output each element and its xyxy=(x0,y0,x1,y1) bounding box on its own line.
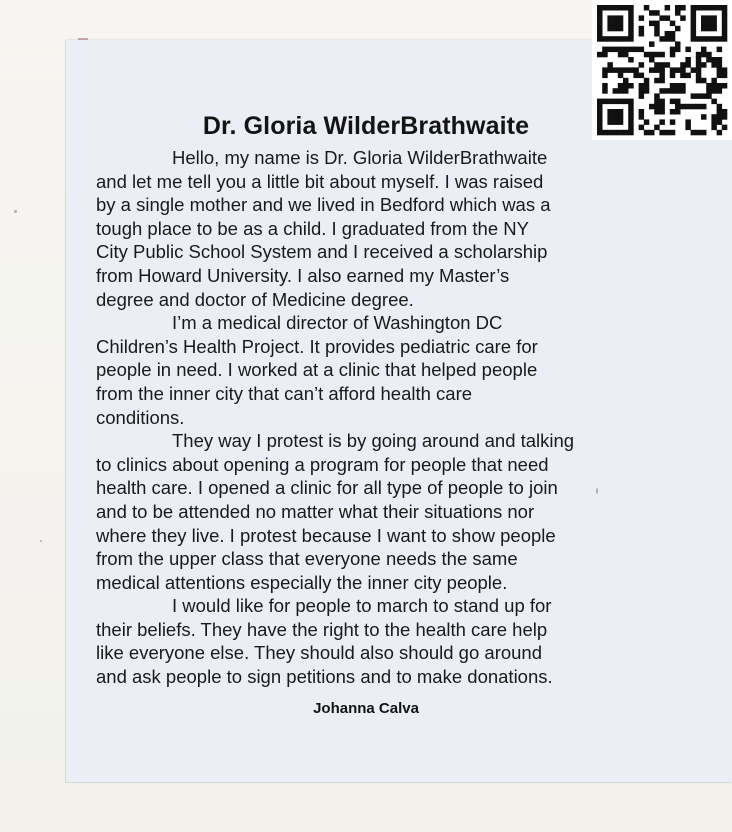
qr-module xyxy=(654,78,660,84)
qr-module xyxy=(717,67,723,73)
text-line: from Howard University. I also earned my Master’s xyxy=(96,264,510,286)
qr-module xyxy=(649,104,655,110)
qr-module xyxy=(639,62,645,67)
qr-module xyxy=(711,88,717,94)
qr-module xyxy=(649,21,655,27)
qr-module xyxy=(706,15,712,21)
text-line: I’m a medical director of Washington DC xyxy=(172,312,503,334)
text-line: from the inner city that can’t afford health care xyxy=(96,382,473,404)
text-line: people in need. I worked at a clinic that helped people xyxy=(96,359,538,381)
qr-module xyxy=(685,104,691,110)
qr-module xyxy=(701,47,707,53)
qr-module xyxy=(706,93,712,99)
qr-module xyxy=(623,47,629,53)
qr-module xyxy=(649,67,655,73)
qr-module xyxy=(613,67,619,73)
paragraph-1 xyxy=(96,146,656,311)
qr-module xyxy=(691,93,697,99)
qr-module xyxy=(717,119,723,125)
qr-module xyxy=(628,5,634,11)
text-line: to clinics about opening a program for people that need xyxy=(96,453,549,475)
qr-module xyxy=(607,15,613,21)
qr-module xyxy=(597,36,603,42)
qr-module xyxy=(706,5,712,11)
qr-module xyxy=(675,99,681,105)
qr-module xyxy=(691,26,697,32)
qr-module xyxy=(685,125,691,131)
qr-module xyxy=(654,99,660,105)
qr-module xyxy=(597,21,603,27)
qr-module xyxy=(670,88,676,94)
qr-module xyxy=(628,83,634,89)
qr-module xyxy=(602,67,608,73)
qr-module xyxy=(680,15,686,21)
qr-module xyxy=(717,109,723,115)
qr-module xyxy=(670,52,676,58)
qr-module xyxy=(618,67,624,73)
qr-module xyxy=(602,83,608,89)
qr-module xyxy=(602,99,608,105)
qr-module xyxy=(711,62,717,67)
dust-speck xyxy=(14,210,17,213)
qr-module xyxy=(602,52,608,58)
qr-module xyxy=(717,47,723,53)
qr-module xyxy=(722,15,728,21)
text-line: medical attentions especially the inner city people. xyxy=(96,571,508,593)
qr-module xyxy=(602,73,608,79)
qr-module xyxy=(597,10,603,16)
dust-speck xyxy=(40,540,42,542)
qr-module xyxy=(659,73,665,79)
qr-module xyxy=(607,67,613,73)
qr-module xyxy=(597,52,603,58)
qr-module xyxy=(722,10,728,16)
qr-module xyxy=(628,31,634,37)
qr-module xyxy=(607,5,613,11)
qr-module xyxy=(722,21,728,27)
qr-module xyxy=(628,36,634,42)
qr-module xyxy=(675,83,681,89)
text-line: and let me tell you a little bit about myself. I was raised xyxy=(96,170,544,192)
qr-module xyxy=(670,47,676,53)
qr-module xyxy=(706,88,712,94)
qr-module xyxy=(613,5,619,11)
qr-module xyxy=(639,88,645,94)
qr-module xyxy=(711,57,717,63)
qr-module xyxy=(613,47,619,53)
qr-module xyxy=(607,21,613,27)
qr-module xyxy=(639,26,645,32)
qr-module xyxy=(659,62,665,67)
qr-module xyxy=(618,73,624,79)
qr-module xyxy=(628,26,634,32)
qr-module xyxy=(613,26,619,32)
qr-module xyxy=(618,15,624,21)
qr-module xyxy=(717,62,723,67)
qr-module xyxy=(696,104,702,110)
qr-module xyxy=(696,57,702,63)
qr-module xyxy=(670,109,676,115)
qr-module xyxy=(706,83,712,89)
qr-module xyxy=(639,31,645,37)
qr-module xyxy=(618,52,624,58)
qr-module xyxy=(659,78,665,84)
qr-module xyxy=(665,88,671,94)
qr-module xyxy=(717,36,723,42)
qr-module xyxy=(670,83,676,89)
qr-module xyxy=(607,26,613,32)
qr-module xyxy=(670,21,676,27)
qr-module xyxy=(706,21,712,27)
qr-module xyxy=(717,130,723,136)
qr-module xyxy=(675,104,681,110)
qr-module xyxy=(701,114,707,120)
qr-module xyxy=(644,78,650,84)
text-line: from the upper class that everyone needs the same xyxy=(96,548,518,570)
qr-module xyxy=(706,52,712,58)
qr-module xyxy=(691,36,697,42)
qr-module xyxy=(696,130,702,136)
qr-module xyxy=(691,21,697,27)
qr-module xyxy=(691,67,697,73)
qr-module xyxy=(711,119,717,125)
qr-module xyxy=(670,36,676,42)
text-line: and ask people to sign petitions and to make donations. xyxy=(96,666,553,688)
qr-module xyxy=(659,52,665,58)
qr-module xyxy=(665,62,671,67)
qr-module xyxy=(665,31,671,37)
document-title: Dr. Gloria WilderBrathwaite xyxy=(202,112,530,140)
qr-module xyxy=(717,57,723,63)
qr-module xyxy=(659,104,665,110)
qr-module xyxy=(670,119,676,125)
qr-module xyxy=(675,109,681,115)
qr-module xyxy=(722,73,728,79)
qr-module xyxy=(701,104,707,110)
author-name: Johanna Calva xyxy=(313,700,419,717)
qr-module xyxy=(607,99,613,105)
qr-module xyxy=(654,21,660,27)
qr-module xyxy=(633,73,639,79)
qr-module xyxy=(644,5,650,11)
text-line: by a single mother and we lived in Bedford which was a xyxy=(96,194,551,216)
qr-module xyxy=(670,130,676,136)
qr-module xyxy=(701,52,707,58)
qr-module xyxy=(613,36,619,42)
qr-module xyxy=(680,62,686,67)
dust-speck xyxy=(596,488,598,494)
paragraph-4 xyxy=(96,594,656,688)
paragraph-3 xyxy=(96,429,656,594)
qr-module xyxy=(701,21,707,27)
qr-module xyxy=(722,5,728,11)
qr-module xyxy=(722,36,728,42)
qr-module xyxy=(607,47,613,53)
qr-module xyxy=(696,73,702,79)
qr-module xyxy=(706,36,712,42)
qr-module xyxy=(597,5,603,11)
qr-module xyxy=(685,73,691,79)
qr-module xyxy=(665,15,671,21)
text-line: like everyone else. They should also should go around xyxy=(96,642,543,664)
qr-module xyxy=(685,62,691,67)
qr-module xyxy=(633,67,639,73)
qr-module xyxy=(597,31,603,37)
qr-module xyxy=(659,36,665,42)
qr-module xyxy=(696,93,702,99)
qr-module xyxy=(602,47,608,53)
qr-module xyxy=(644,88,650,94)
qr-module xyxy=(654,52,660,58)
qr-module xyxy=(670,99,676,105)
qr-module xyxy=(618,88,624,94)
qr-module xyxy=(618,26,624,32)
qr-module xyxy=(717,83,723,89)
qr-module xyxy=(696,36,702,42)
qr-module xyxy=(701,5,707,11)
qr-module xyxy=(701,78,707,84)
qr-module xyxy=(717,73,723,79)
text-line: They way I protest is by going around and talking xyxy=(172,430,575,452)
qr-module xyxy=(654,26,660,32)
qr-module xyxy=(706,26,712,32)
qr-module xyxy=(722,31,728,37)
qr-module xyxy=(675,88,681,94)
qr-module xyxy=(711,5,717,11)
qr-module xyxy=(722,109,728,115)
qr-module xyxy=(696,67,702,73)
qr-module xyxy=(691,10,697,16)
qr-module xyxy=(680,88,686,94)
qr-module xyxy=(602,88,608,94)
qr-module xyxy=(670,73,676,79)
qr-module xyxy=(675,26,681,32)
qr-module xyxy=(670,67,676,73)
qr-module xyxy=(701,26,707,32)
qr-module xyxy=(680,5,686,11)
qr-module xyxy=(597,104,603,110)
qr-module xyxy=(685,47,691,53)
text-line: conditions. xyxy=(96,406,185,428)
qr-module xyxy=(711,99,717,105)
qr-module xyxy=(618,47,624,53)
qr-module xyxy=(722,114,728,120)
qr-module xyxy=(618,99,624,105)
qr-module xyxy=(623,36,629,42)
text-line: tough place to be as a child. I graduated from the NY xyxy=(96,217,529,239)
qr-module xyxy=(623,78,629,84)
qr-module xyxy=(628,104,634,110)
qr-module xyxy=(665,5,671,11)
qr-module xyxy=(623,52,629,58)
text-line: and to be attended no matter what their situations nor xyxy=(96,500,535,522)
qr-module xyxy=(623,88,629,94)
qr-module xyxy=(633,47,639,53)
qr-module xyxy=(654,104,660,110)
qr-module xyxy=(711,15,717,21)
qr-module xyxy=(696,78,702,84)
qr-module xyxy=(618,36,624,42)
qr-module xyxy=(670,31,676,37)
qr-module xyxy=(711,21,717,27)
qr-module xyxy=(675,10,681,16)
qr-module xyxy=(649,57,655,63)
qr-module xyxy=(639,93,645,99)
qr-module xyxy=(618,5,624,11)
text-line: degree and doctor of Medicine degree. xyxy=(96,288,414,310)
qr-module xyxy=(701,130,707,136)
qr-module xyxy=(628,10,634,16)
qr-module xyxy=(701,36,707,42)
qr-module xyxy=(722,83,728,89)
qr-module xyxy=(623,67,629,73)
qr-module xyxy=(628,57,634,63)
qr-module xyxy=(639,15,645,21)
qr-module xyxy=(675,41,681,47)
qr-module xyxy=(628,67,634,73)
qr-module xyxy=(722,125,728,131)
qr-module xyxy=(613,88,619,94)
qr-module xyxy=(711,26,717,32)
qr-module xyxy=(691,130,697,136)
qr-module xyxy=(696,52,702,58)
qr-module xyxy=(701,62,707,67)
qr-module xyxy=(711,114,717,120)
qr-module xyxy=(618,83,624,89)
text-line: their beliefs. They have the right to the health care help xyxy=(96,618,548,640)
qr-module xyxy=(628,21,634,27)
qr-module xyxy=(680,73,686,79)
qr-module xyxy=(597,15,603,21)
qr-module xyxy=(644,83,650,89)
qr-module xyxy=(711,78,717,84)
qr-module xyxy=(717,88,723,94)
qr-module xyxy=(659,67,665,73)
qr-module xyxy=(639,73,645,79)
qr-module xyxy=(675,5,681,11)
qr-module xyxy=(691,104,697,110)
qr-module xyxy=(706,57,712,63)
qr-module xyxy=(659,99,665,105)
qr-module xyxy=(675,47,681,53)
qr-module xyxy=(628,47,634,53)
qr-module xyxy=(685,119,691,125)
text-line: health care. I opened a clinic for all type of people to join xyxy=(96,477,558,499)
qr-module xyxy=(623,99,629,105)
qr-module xyxy=(659,88,665,94)
text-line: I would like for people to march to stand up for xyxy=(172,595,552,617)
qr-module xyxy=(696,5,702,11)
qr-module xyxy=(639,83,645,89)
document-body xyxy=(96,146,656,689)
qr-module xyxy=(701,15,707,21)
qr-module xyxy=(623,5,629,11)
qr-module xyxy=(602,36,608,42)
qr-module xyxy=(691,31,697,37)
qr-module xyxy=(649,52,655,58)
qr-module xyxy=(665,36,671,42)
qr-module xyxy=(680,104,686,110)
qr-module xyxy=(639,47,645,53)
qr-module xyxy=(722,67,728,73)
qr-module xyxy=(654,62,660,67)
qr-module xyxy=(649,41,655,47)
text-line: Children’s Health Project. It provides pediatric care for xyxy=(96,335,538,357)
qr-module xyxy=(597,26,603,32)
qr-module xyxy=(607,62,613,67)
qr-module xyxy=(613,99,619,105)
qr-module xyxy=(654,67,660,73)
qr-module xyxy=(649,10,655,16)
qr-module xyxy=(711,125,717,131)
qr-module xyxy=(680,67,686,73)
qr-module xyxy=(711,36,717,42)
qr-module xyxy=(654,93,660,99)
qr-module xyxy=(717,114,723,120)
qr-module xyxy=(717,104,723,110)
qr-module xyxy=(618,21,624,27)
text-line: where they live. I protest because I want to show people xyxy=(96,524,556,546)
qr-module xyxy=(701,93,707,99)
qr-module xyxy=(685,57,691,63)
qr-module xyxy=(675,67,681,73)
qr-module xyxy=(711,83,717,89)
qr-module xyxy=(722,26,728,32)
qr-module xyxy=(691,5,697,11)
text-line: Hello, my name is Dr. Gloria WilderBrathwaite xyxy=(172,147,548,168)
qr-module xyxy=(613,15,619,21)
qr-module xyxy=(680,83,686,89)
paragraph-2 xyxy=(96,311,656,429)
qr-module xyxy=(654,31,660,37)
qr-module xyxy=(597,99,603,105)
qr-module xyxy=(607,36,613,42)
qr-module xyxy=(691,15,697,21)
qr-module xyxy=(602,5,608,11)
qr-module xyxy=(623,83,629,89)
qr-module xyxy=(654,10,660,16)
qr-module xyxy=(628,15,634,21)
qr-module xyxy=(628,99,634,105)
qr-module xyxy=(717,5,723,11)
text-line: City Public School System and I received a scholarship xyxy=(96,241,548,263)
qr-module xyxy=(696,62,702,67)
qr-module xyxy=(659,15,665,21)
qr-module xyxy=(644,52,650,58)
qr-module xyxy=(613,21,619,27)
